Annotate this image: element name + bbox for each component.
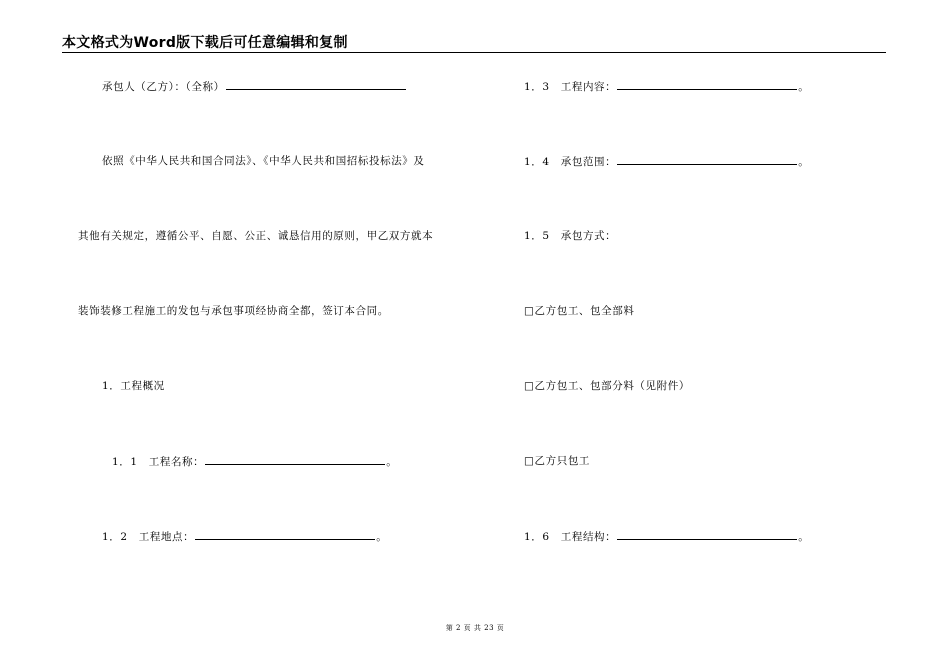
page-footer [0,623,950,633]
paragraph-line-1: 依照《中华人民共和国合同法》、《中华人民共和国招标投标法》及 [102,155,425,167]
header-rule [62,52,886,53]
item-1-6-label: 1．6 工程结构： [524,531,617,543]
item-1-3-line [524,79,809,94]
contractor-line [102,79,407,94]
footer-mid: 页 共 [463,624,482,632]
footer-suffix: 页 [496,624,505,632]
project-location-blank [195,529,375,540]
option-labor-only: □乙方只包工 [524,455,591,467]
item-1-2-label: 1．2 工程地点： [102,531,195,543]
footer-prefix: 第 [445,624,454,632]
contractor-label: 承包人（乙方）：（全称） [102,81,225,93]
item-1-5-label: 1．5 承包方式： [524,230,617,242]
contract-scope-blank [617,154,797,165]
item-1-2-period: 。 [376,531,388,543]
item-1-3-period: 。 [798,81,810,93]
project-structure-blank [617,529,797,540]
item-1-1-label: 1．1 工程名称： [112,456,205,468]
paragraph-line-3: 装饰装修工程施工的发包与承包事项经协商全都，签订本合同。 [78,305,389,317]
item-1-3-label: 1．3 工程内容： [524,81,617,93]
item-1-1-period: 。 [386,456,398,468]
project-name-blank [205,454,385,465]
contractor-name-blank [226,79,406,90]
footer-total-pages: 23 [484,624,495,632]
document-header-title: 本文格式为Word版下载后可任意编辑和复制 [62,35,348,51]
section-1-heading: 1．工程概况 [102,380,165,392]
item-1-4-line [524,154,809,169]
item-1-6-period: 。 [798,531,810,543]
item-1-4-label: 1．4 承包范围： [524,156,617,168]
footer-page-number: 2 [455,624,461,632]
item-1-1-line [112,454,397,469]
item-1-6-line [524,529,809,544]
item-1-2-line [102,529,387,544]
item-1-4-period: 。 [798,156,810,168]
project-content-blank [617,79,797,90]
option-full-materials: □乙方包工、包全部料 [524,305,635,317]
paragraph-line-2: 其他有关规定，遵循公平、自愿、公正、诚恳信用的原则，甲乙双方就本 [78,230,434,242]
option-partial-materials: □乙方包工、包部分料（见附件） [524,380,690,392]
